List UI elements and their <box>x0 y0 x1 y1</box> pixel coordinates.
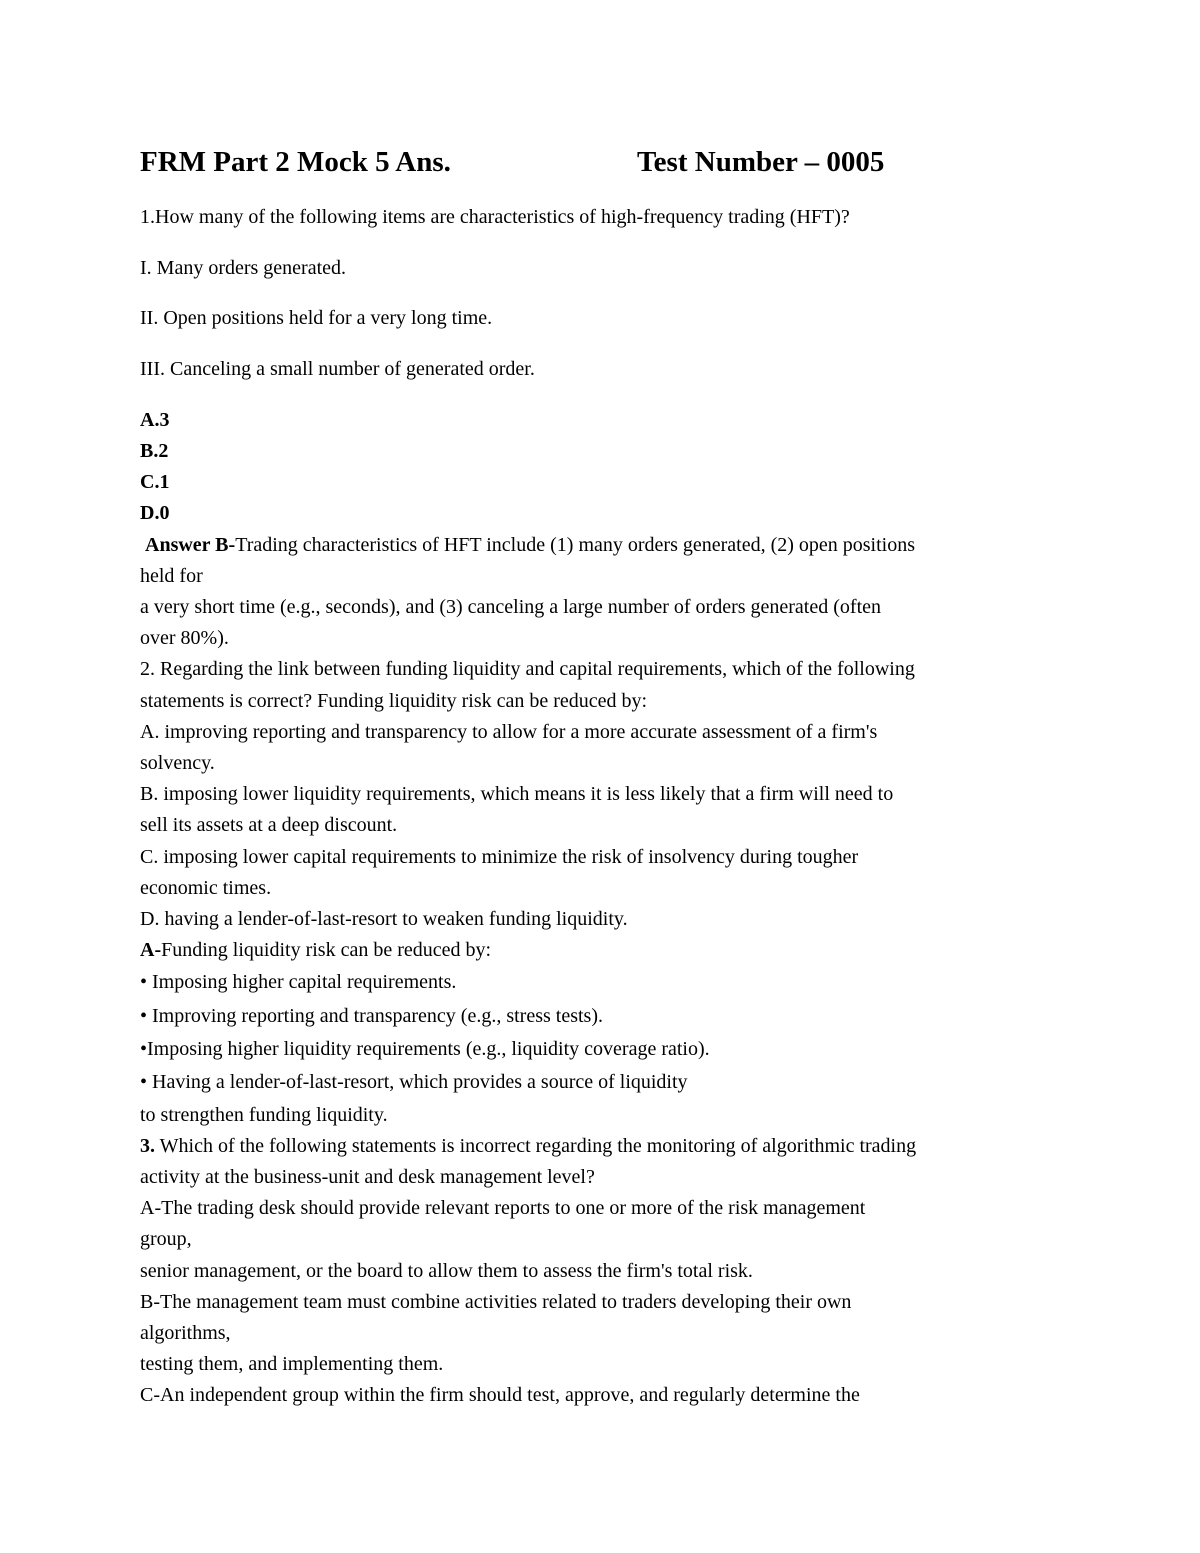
q2-bullet-1: • Imposing higher capital requirements. <box>140 971 457 994</box>
q1-answer-label: Answer B- <box>145 533 236 556</box>
q2-option-d: D. having a lender-of-last-resort to weaken funding liquidity. <box>140 908 628 931</box>
test-number: Test Number – 0005 <box>637 146 885 178</box>
q1-item-ii: II. Open positions held for a very long time. <box>140 307 493 330</box>
q2-bullet-2: • Improving reporting and transparency (e.g., stress tests). <box>140 1004 603 1027</box>
q1-item-iii: III. Canceling a small number of generated order. <box>140 358 535 381</box>
q1-option-b: B.2 <box>140 440 169 463</box>
q1-option-a: A.3 <box>140 408 170 431</box>
q2-option-a-2: solvency. <box>140 752 215 775</box>
q3-option-a-3: senior management, or the board to allow them to assess the firm's total risk. <box>140 1259 753 1282</box>
q3-question-line <box>140 1131 1060 1162</box>
q2-answer-text: Funding liquidity risk can be reduced by: <box>161 939 492 962</box>
document-title: FRM Part 2 Mock 5 Ans. <box>140 146 451 178</box>
q1-option-d: D.0 <box>140 502 170 525</box>
q3-number: 3. <box>140 1134 155 1157</box>
document-body <box>140 202 1060 1412</box>
q1-item-i: I. Many orders generated. <box>140 256 347 279</box>
q3-option-a-2: group, <box>140 1228 192 1251</box>
q2-answer-line <box>140 935 1060 966</box>
q3-option-a-1: A-The trading desk should provide relevant reports to one or more of the risk management <box>140 1197 866 1220</box>
q2-question-1: 2. Regarding the link between funding liquidity and capital requirements, which of the following <box>140 658 915 681</box>
q2-answer-label: A- <box>140 939 162 962</box>
q3-option-c-1: C-An independent group within the firm should test, approve, and regularly determine the <box>140 1384 860 1407</box>
q1-answer-text-2: held for <box>140 564 203 587</box>
q3-option-b-1: B-The management team must combine activities related to traders developing their own <box>140 1290 852 1313</box>
q2-option-b-2: sell its assets at a deep discount. <box>140 814 398 837</box>
q3-question-2: activity at the business-unit and desk management level? <box>140 1166 595 1189</box>
q3-question-1: Which of the following statements is incorrect regarding the monitoring of algorithmic trading <box>155 1134 917 1157</box>
q1-answer-text: Trading characteristics of HFT include (1) many orders generated, (2) open positions <box>235 533 916 556</box>
q1-answer-text-3: a very short time (e.g., seconds), and (3) canceling a large number of orders generated (often <box>140 596 881 619</box>
q1-answer-text-4: over 80%). <box>140 627 229 650</box>
document-header <box>140 142 1100 182</box>
q3-option-b-2: algorithms, <box>140 1322 231 1345</box>
q2-option-b-1: B. imposing lower liquidity requirements, which means it is less likely that a firm will need to <box>140 783 894 806</box>
q2-bullet-4-1: • Having a lender-of-last-resort, which provides a source of liquidity <box>140 1071 688 1094</box>
q1-option-c: C.1 <box>140 471 170 494</box>
q2-question-2: statements is correct? Funding liquidity risk can be reduced by: <box>140 689 648 712</box>
q2-option-c-2: economic times. <box>140 876 272 899</box>
q2-bullet-4-2: to strengthen funding liquidity. <box>140 1103 388 1126</box>
q1-question: 1.How many of the following items are characteristics of high-frequency trading (HFT)? <box>140 206 850 228</box>
q2-bullet-3: •Imposing higher liquidity requirements (e.g., liquidity coverage ratio). <box>140 1038 710 1061</box>
q2-option-a-1: A. improving reporting and transparency to allow for a more accurate assessment of a firm's <box>140 720 878 743</box>
q2-option-c-1: C. imposing lower capital requirements to minimize the risk of insolvency during tougher <box>140 845 859 868</box>
q3-option-b-3: testing them, and implementing them. <box>140 1353 444 1376</box>
q1-answer-line <box>140 530 1060 561</box>
